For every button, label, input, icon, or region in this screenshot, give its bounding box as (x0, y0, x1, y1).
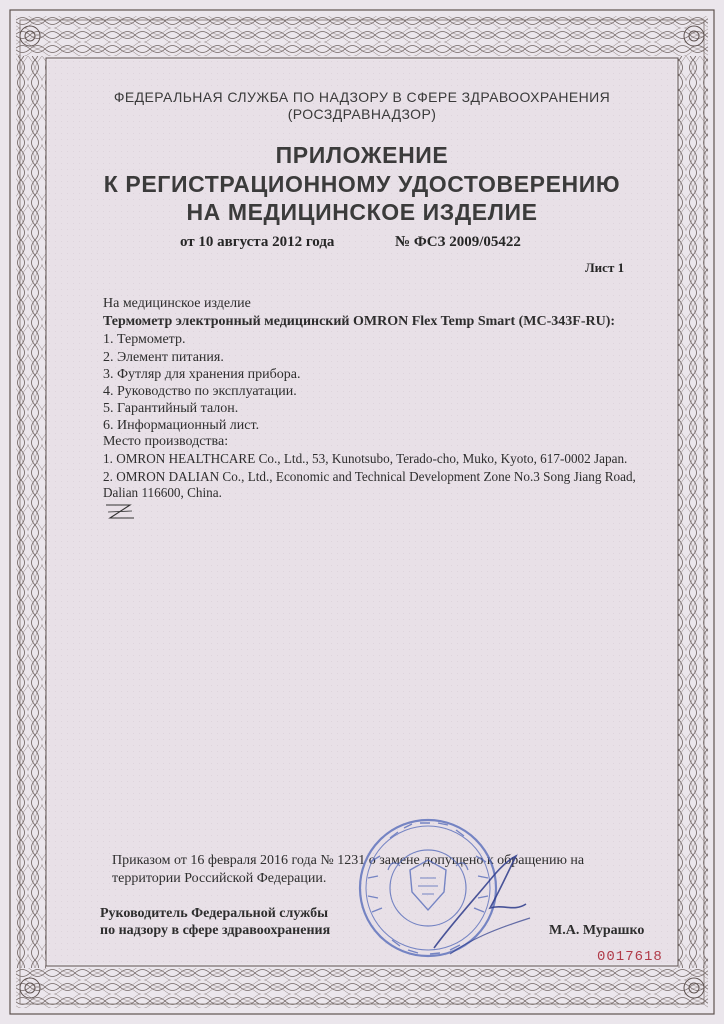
intro-text: На медицинское изделие (103, 296, 251, 311)
registration-number: № ФСЗ 2009/05422 (395, 234, 521, 250)
product-name: Термометр электронный медицинский OMRON Flex Temp Smart (MC-343F-RU): (103, 314, 616, 329)
signatory-position-2: по надзору в сфере здравоохранения (100, 923, 331, 938)
place-line: 1. OMRON HEALTHCARE Co., Ltd., 53, Kunotsubo, Terado-cho, Muko, Kyoto, 617-0002 Japan. (103, 451, 628, 466)
agency-short-name: (РОСЗДРАВНАДЗОР) (287, 106, 437, 122)
serial-number: 0017618 (597, 949, 663, 965)
agency-name: ФЕДЕРАЛЬНАЯ СЛУЖБА ПО НАДЗОРУ В СФЕРЕ ЗДРАВООХРАНЕНИЯ (113, 89, 611, 105)
title-line-2: К РЕГИСТРАЦИОННОМУ УДОСТОВЕРЕНИЮ (103, 171, 621, 197)
place-label: Место производства: (103, 434, 229, 449)
sheet-number: Лист 1 (585, 260, 625, 275)
title-line-3: НА МЕДИЦИНСКОЕ ИЗДЕЛИЕ (186, 199, 538, 225)
signatory-name: М.А. Мурашко (549, 923, 645, 938)
signatory-position-1: Руководитель Федеральной службы (100, 906, 329, 921)
z-mark (104, 502, 138, 522)
place-line: 2. OMRON DALIAN Co., Ltd., Economic and Technical Development Zone No.3 Song Jiang Road, (103, 469, 636, 484)
place-line: Dalian 116600, China. (103, 485, 222, 500)
list-item: 1. Термометр. (103, 332, 186, 347)
list-item: 3. Футляр для хранения прибора. (103, 367, 301, 382)
list-item: 5. Гарантийный талон. (103, 401, 239, 416)
title-line-1: ПРИЛОЖЕНИЕ (275, 142, 449, 168)
list-item: 2. Элемент питания. (103, 350, 224, 365)
official-stamp (340, 808, 540, 978)
order-line-2: территории Российской Федерации. (112, 871, 327, 886)
order-line-1: Приказом от 16 февраля 2016 года № 1231 о замене допущено к обращению на (112, 853, 585, 868)
list-item: 6. Информационный лист. (103, 418, 260, 433)
list-item: 4. Руководство по эксплуатации. (103, 384, 297, 399)
registration-date: от 10 августа 2012 года (180, 234, 335, 250)
